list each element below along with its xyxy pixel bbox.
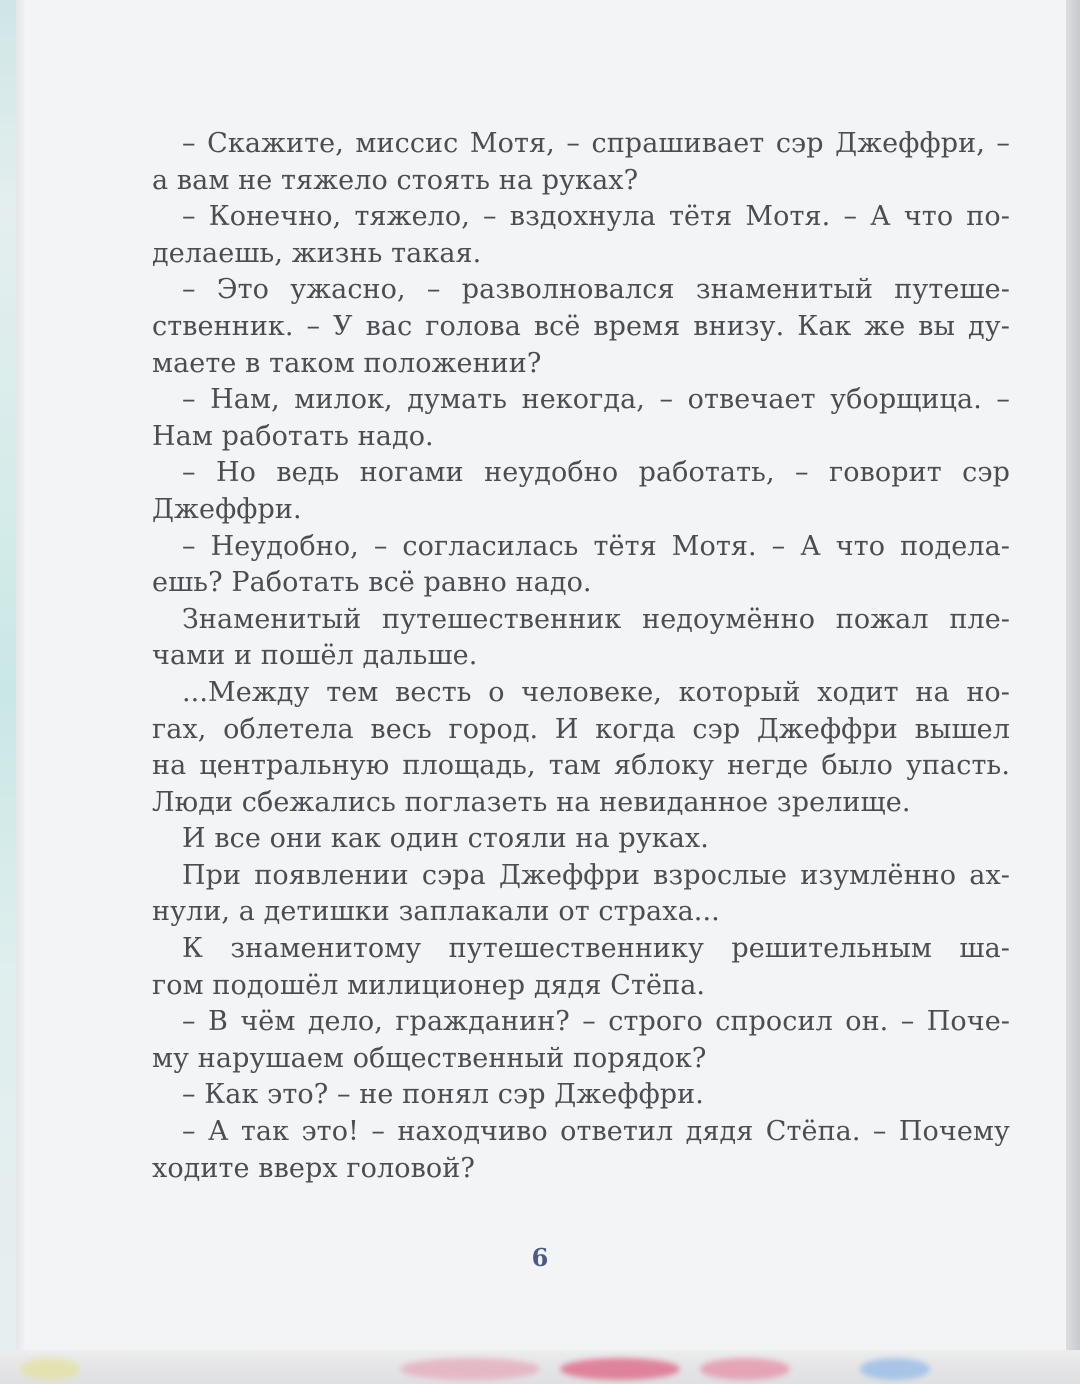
text-line: ешь? Работать всё равно надо. bbox=[152, 567, 592, 599]
text-line: – Но ведь ногами неудобно работать, – говорит сэр bbox=[182, 457, 1010, 489]
page-number: 6 bbox=[531, 1243, 549, 1272]
page-left-edge bbox=[0, 0, 16, 1384]
watercolor-splash bbox=[700, 1358, 790, 1380]
watercolor-splash bbox=[860, 1358, 930, 1380]
watercolor-splash bbox=[400, 1358, 540, 1380]
text-line: – Как это? – не понял сэр Джеффри. bbox=[182, 1079, 704, 1111]
text-line: ...Между тем весть о человеке, который ходит на но- bbox=[182, 676, 1010, 708]
text-line: – Конечно, тяжело, – вздохнула тётя Мотя. – А что по- bbox=[182, 201, 1010, 233]
watercolor-splash bbox=[560, 1358, 680, 1380]
text-line: – Неудобно, – согласилась тётя Мотя. – А что подела- bbox=[182, 530, 1010, 562]
watercolor-splash bbox=[20, 1358, 80, 1380]
text-line: маете в таком положении? bbox=[152, 347, 542, 379]
text-line: ственник. – У вас голова всё время внизу. Как же вы ду- bbox=[152, 310, 1010, 342]
text-line: Джеффри. bbox=[152, 493, 302, 525]
text-line: на центральную площадь, там яблоку негде было упасть. bbox=[152, 750, 1010, 782]
text-line: – Скажите, миссис Мотя, – спрашивает сэр Джеффри, – bbox=[182, 128, 1010, 159]
text-line: Люди сбежались поглазеть на невиданное зрелище. bbox=[152, 786, 911, 818]
text-line: При появлении сэра Джеффри взрослые изумлённо ах- bbox=[182, 859, 1010, 891]
page-right-edge bbox=[1066, 0, 1080, 1384]
text-line: му нарушаем общественный порядок? bbox=[152, 1042, 707, 1074]
page-binding-shadow bbox=[16, 0, 26, 1384]
text-line: К знаменитому путешественнику решительным ша- bbox=[182, 933, 1010, 965]
text-line: гах, облетела весь город. И когда сэр Джеффри вышел bbox=[152, 713, 1010, 745]
story-text bbox=[152, 126, 1010, 1187]
text-line: делаешь, жизнь такая. bbox=[152, 237, 482, 269]
text-line: – Это ужасно, – разволновался знаменитый путеше- bbox=[182, 274, 1010, 306]
text-line: ходите вверх головой? bbox=[152, 1152, 475, 1184]
text-line: И все они как один стояли на руках. bbox=[182, 823, 709, 855]
text-line: Знаменитый путешественник недоумённо пожал пле- bbox=[182, 603, 1010, 635]
text-line: нули, а детишки заплакали от страха... bbox=[152, 896, 720, 928]
text-line: чами и пошёл дальше. bbox=[152, 640, 478, 672]
text-line: Нам работать надо. bbox=[152, 420, 434, 452]
text-line: – В чём дело, гражданин? – строго спросил он. – Почe- bbox=[182, 1006, 1010, 1038]
page-bottom-edge bbox=[0, 1350, 1080, 1384]
text-line: – А так это! – находчиво ответил дядя Стёпа. – Почему bbox=[182, 1116, 1010, 1148]
text-line: а вам не тяжело стоять на руках? bbox=[152, 164, 639, 196]
text-line: – Нам, милок, думать некогда, – отвечает уборщица. – bbox=[182, 384, 1010, 416]
text-line: гом подошёл милиционер дядя Стёпа. bbox=[152, 969, 706, 1001]
